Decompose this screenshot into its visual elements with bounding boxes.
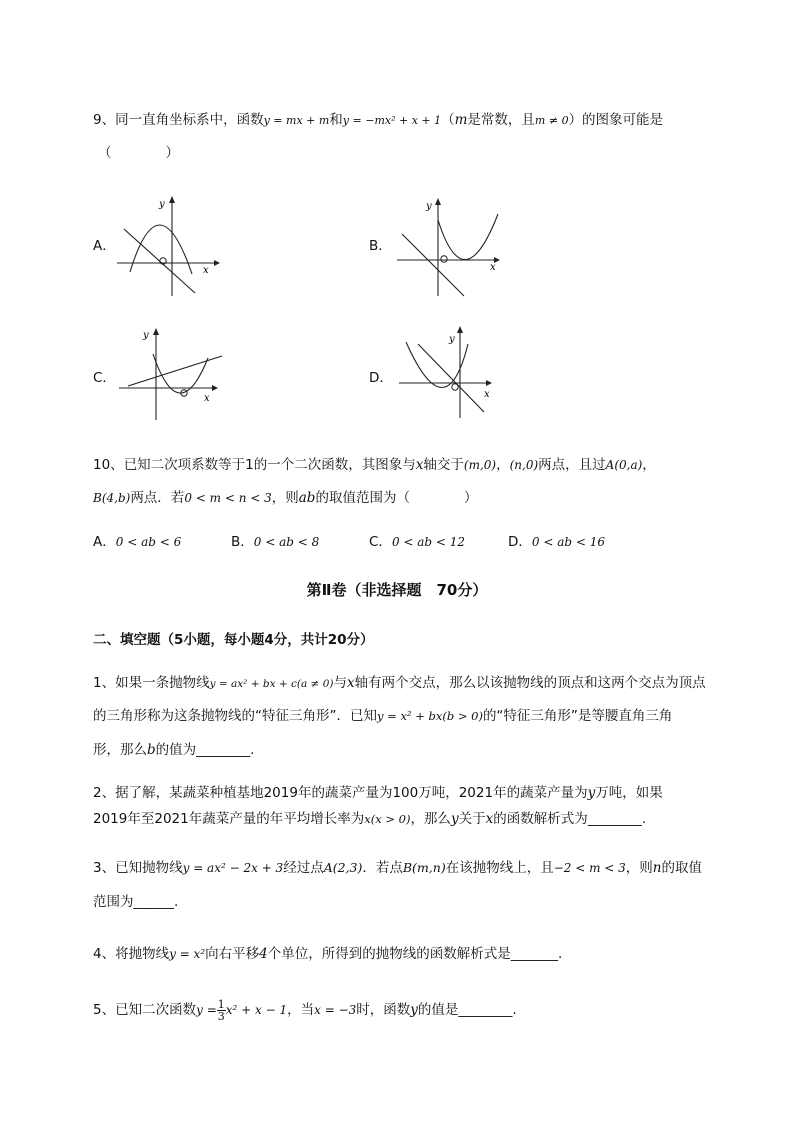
q9-text: 同一直角坐标系中，函数 (115, 112, 264, 128)
option-a-graph (112, 192, 222, 300)
origin-marker (441, 256, 447, 262)
fq5-answer-blank: 的值是________. (417, 1002, 517, 1018)
fq1-text: 的三角形称为这条抛物线的“特征三角形”．已知 (93, 708, 377, 724)
fq4-text: 向右平移 (205, 946, 260, 962)
q9-var: m (454, 112, 468, 128)
line-graph (124, 229, 195, 293)
fq3-point: B(m,n) (402, 860, 446, 875)
fq5-fraction (217, 999, 226, 1022)
question-number: 4、 (93, 946, 116, 962)
question-number: 3、 (93, 860, 116, 876)
fq1-text: 的“特征三角形”是等腰直角三角 (482, 708, 673, 724)
q10-var: x (415, 457, 424, 473)
q10-choice-c (369, 530, 465, 550)
fill-question-3-line2: 范围为______. (93, 894, 179, 910)
fq5-var: y (410, 1002, 418, 1018)
fq3-var: n (652, 860, 662, 876)
fq1-var: x (346, 675, 355, 691)
option-a-label: A． (93, 238, 116, 254)
fq4-text: 将抛物线 (115, 946, 170, 962)
fill-question-4-line1 (93, 942, 562, 962)
axis-y-label: y (159, 199, 165, 210)
fq5-text: 已知二次函数 (115, 1002, 197, 1018)
fill-question-1-line3 (93, 738, 254, 758)
fq5-condition: x = −3 (314, 1003, 357, 1017)
q10-var: ab (298, 490, 316, 506)
question-number: 9、 (93, 112, 116, 128)
q10-text: ，则 (271, 490, 299, 506)
fq3-point: A(2,3) (323, 860, 363, 875)
choice-label: C． (369, 534, 392, 550)
q9-text: 是常数，且 (467, 112, 535, 128)
fq2-text: 万吨，如果 (595, 785, 663, 801)
q9-text: ）的图象可能是 (568, 112, 664, 128)
fq5-text: 时，函数 (356, 1002, 411, 1018)
axis-y-label: y (449, 334, 455, 345)
question-10-line2 (93, 486, 477, 506)
parabola-graph (406, 342, 468, 388)
fraction-numerator: 1 (217, 997, 225, 1011)
fq2-text: 关于 (458, 811, 486, 827)
line-graph (402, 234, 464, 296)
axis-x-label: x (204, 393, 210, 404)
fill-question-1-line1 (93, 671, 706, 691)
axis-y-label: y (426, 201, 432, 212)
q10-point: B(4,b) (93, 491, 131, 505)
choice-expr: 0 < ab < 6 (115, 535, 182, 549)
fq2-var: y (587, 785, 596, 801)
q10-condition: 0 < m < n < 3 (184, 491, 272, 505)
question-number: 5、 (93, 1002, 116, 1018)
q10-text: 轴交于 (423, 457, 464, 473)
fq2-text: 2019年至2021年蔬菜产量的年平均增长率为 (93, 811, 365, 827)
choice-expr: 0 < ab < 16 (531, 535, 606, 549)
fq5-formula: x² + x − 1 (225, 1003, 288, 1017)
q10-choice-a (93, 530, 181, 550)
fq1-formula: y = ax² + bx + c(a ≠ 0) (209, 678, 334, 690)
question-10-line1 (93, 453, 656, 473)
q10-text: 两点．若 (130, 490, 185, 506)
q10-text: 两点，且过 (538, 457, 606, 473)
q10-point: (m,0) (463, 458, 497, 472)
fq1-text: 轴有两个交点，那么以该抛物线的顶点和这两个交点为顶点 (354, 675, 706, 691)
fraction-denominator: 3 (217, 1009, 225, 1023)
fq2-text: ，那么 (410, 811, 451, 827)
line-graph (418, 344, 484, 412)
q9-answer-blank: （ ） (98, 145, 179, 161)
fq1-text: 如果一条抛物线 (115, 675, 210, 691)
axis-x-label: x (490, 262, 496, 273)
fq2-var: y (450, 811, 459, 827)
fq3-text: 在该抛物线上，且 (445, 860, 554, 876)
fq2-formula: x(x > 0) (364, 812, 411, 826)
axis-x-label: x (203, 265, 209, 276)
q10-text: 已知二次项系数等于1的一个二次函数，其图象与 (123, 457, 416, 473)
part-two-title: 第Ⅱ卷（非选择题 70分） (306, 581, 488, 599)
fq2-text: 据了解，某蔬菜种植基地2019年的蔬菜产量为100万吨，2021年的蔬菜产量为 (115, 785, 588, 801)
q9-condition: m ≠ 0 (534, 114, 569, 127)
parabola-graph (130, 225, 192, 274)
section-heading: 二、填空题（5小题，每小题4分，共计20分） (93, 632, 374, 648)
fq3-text: 已知抛物线 (115, 860, 183, 876)
parabola-graph (438, 214, 498, 260)
fq4-formula: y = x² (169, 947, 206, 961)
fq3-text: ，则 (625, 860, 653, 876)
option-d-label: D． (369, 370, 393, 386)
option-b-label: B． (369, 238, 392, 254)
question-number: 1、 (93, 675, 116, 691)
fq2-answer-blank: 的函数解析式为________. (493, 811, 646, 827)
fill-question-2-line2 (93, 807, 646, 827)
fill-question-1-line2 (93, 704, 672, 724)
fq4-number: 4 (259, 946, 268, 962)
fq1-formula: y = x² + bx(b > 0) (377, 709, 483, 723)
option-b-graph (394, 192, 509, 300)
parabola-graph (153, 354, 208, 393)
fill-question-3-line1 (93, 856, 702, 876)
q10-choice-b (231, 530, 319, 550)
option-c-graph (116, 322, 226, 424)
question-number: 2、 (93, 785, 116, 801)
q10-text: 的取值范围为（ ） (315, 490, 478, 506)
choice-label: A． (93, 534, 116, 550)
fq3-formula: y = ax² − 2x + 3 (182, 861, 284, 875)
q9-text: 和 (329, 112, 343, 128)
axis-y-label: y (143, 330, 149, 341)
axis-x-label: x (484, 389, 490, 400)
fq4-answer-blank: 个单位，所得到的抛物线的函数解析式是_______. (267, 946, 563, 962)
option-c-label: C． (93, 370, 116, 386)
choice-label: D． (508, 534, 532, 550)
question-9-line1 (93, 108, 663, 128)
fq1-text: 与 (333, 675, 347, 691)
q9-text: （ (441, 112, 455, 128)
fq5-text: ，当 (287, 1002, 315, 1018)
fq3-text: 经过点 (283, 860, 324, 876)
choice-expr: 0 < ab < 8 (253, 535, 320, 549)
choice-expr: 0 < ab < 12 (391, 535, 466, 549)
choice-label: B． (231, 534, 254, 550)
q10-choice-d (508, 530, 605, 550)
q10-text: ， (496, 457, 510, 473)
fq5-formula: y = (196, 1003, 217, 1017)
fq3-condition: −2 < m < 3 (553, 861, 626, 875)
fq1-answer-blank: 的值为________. (155, 742, 255, 758)
fq2-var: x (485, 811, 494, 827)
fill-question-2-line1 (93, 781, 663, 801)
fill-question-5-line1 (93, 998, 517, 1022)
q10-text: ， (642, 457, 656, 473)
q10-point: A(0,a) (605, 458, 643, 472)
option-d-graph (396, 322, 501, 424)
q9-formula-linear: y = mx + m (263, 114, 330, 127)
fq1-var: b (147, 742, 156, 758)
q9-formula-quadratic: y = −mx² + x + 1 (342, 114, 442, 127)
line-graph (128, 356, 222, 386)
q10-point: (n,0) (509, 458, 539, 472)
fq1-text: 形，那么 (93, 742, 147, 758)
fq3-text: 的取值 (661, 860, 702, 876)
fq3-text: ．若点 (362, 860, 403, 876)
question-number: 10、 (93, 457, 124, 473)
